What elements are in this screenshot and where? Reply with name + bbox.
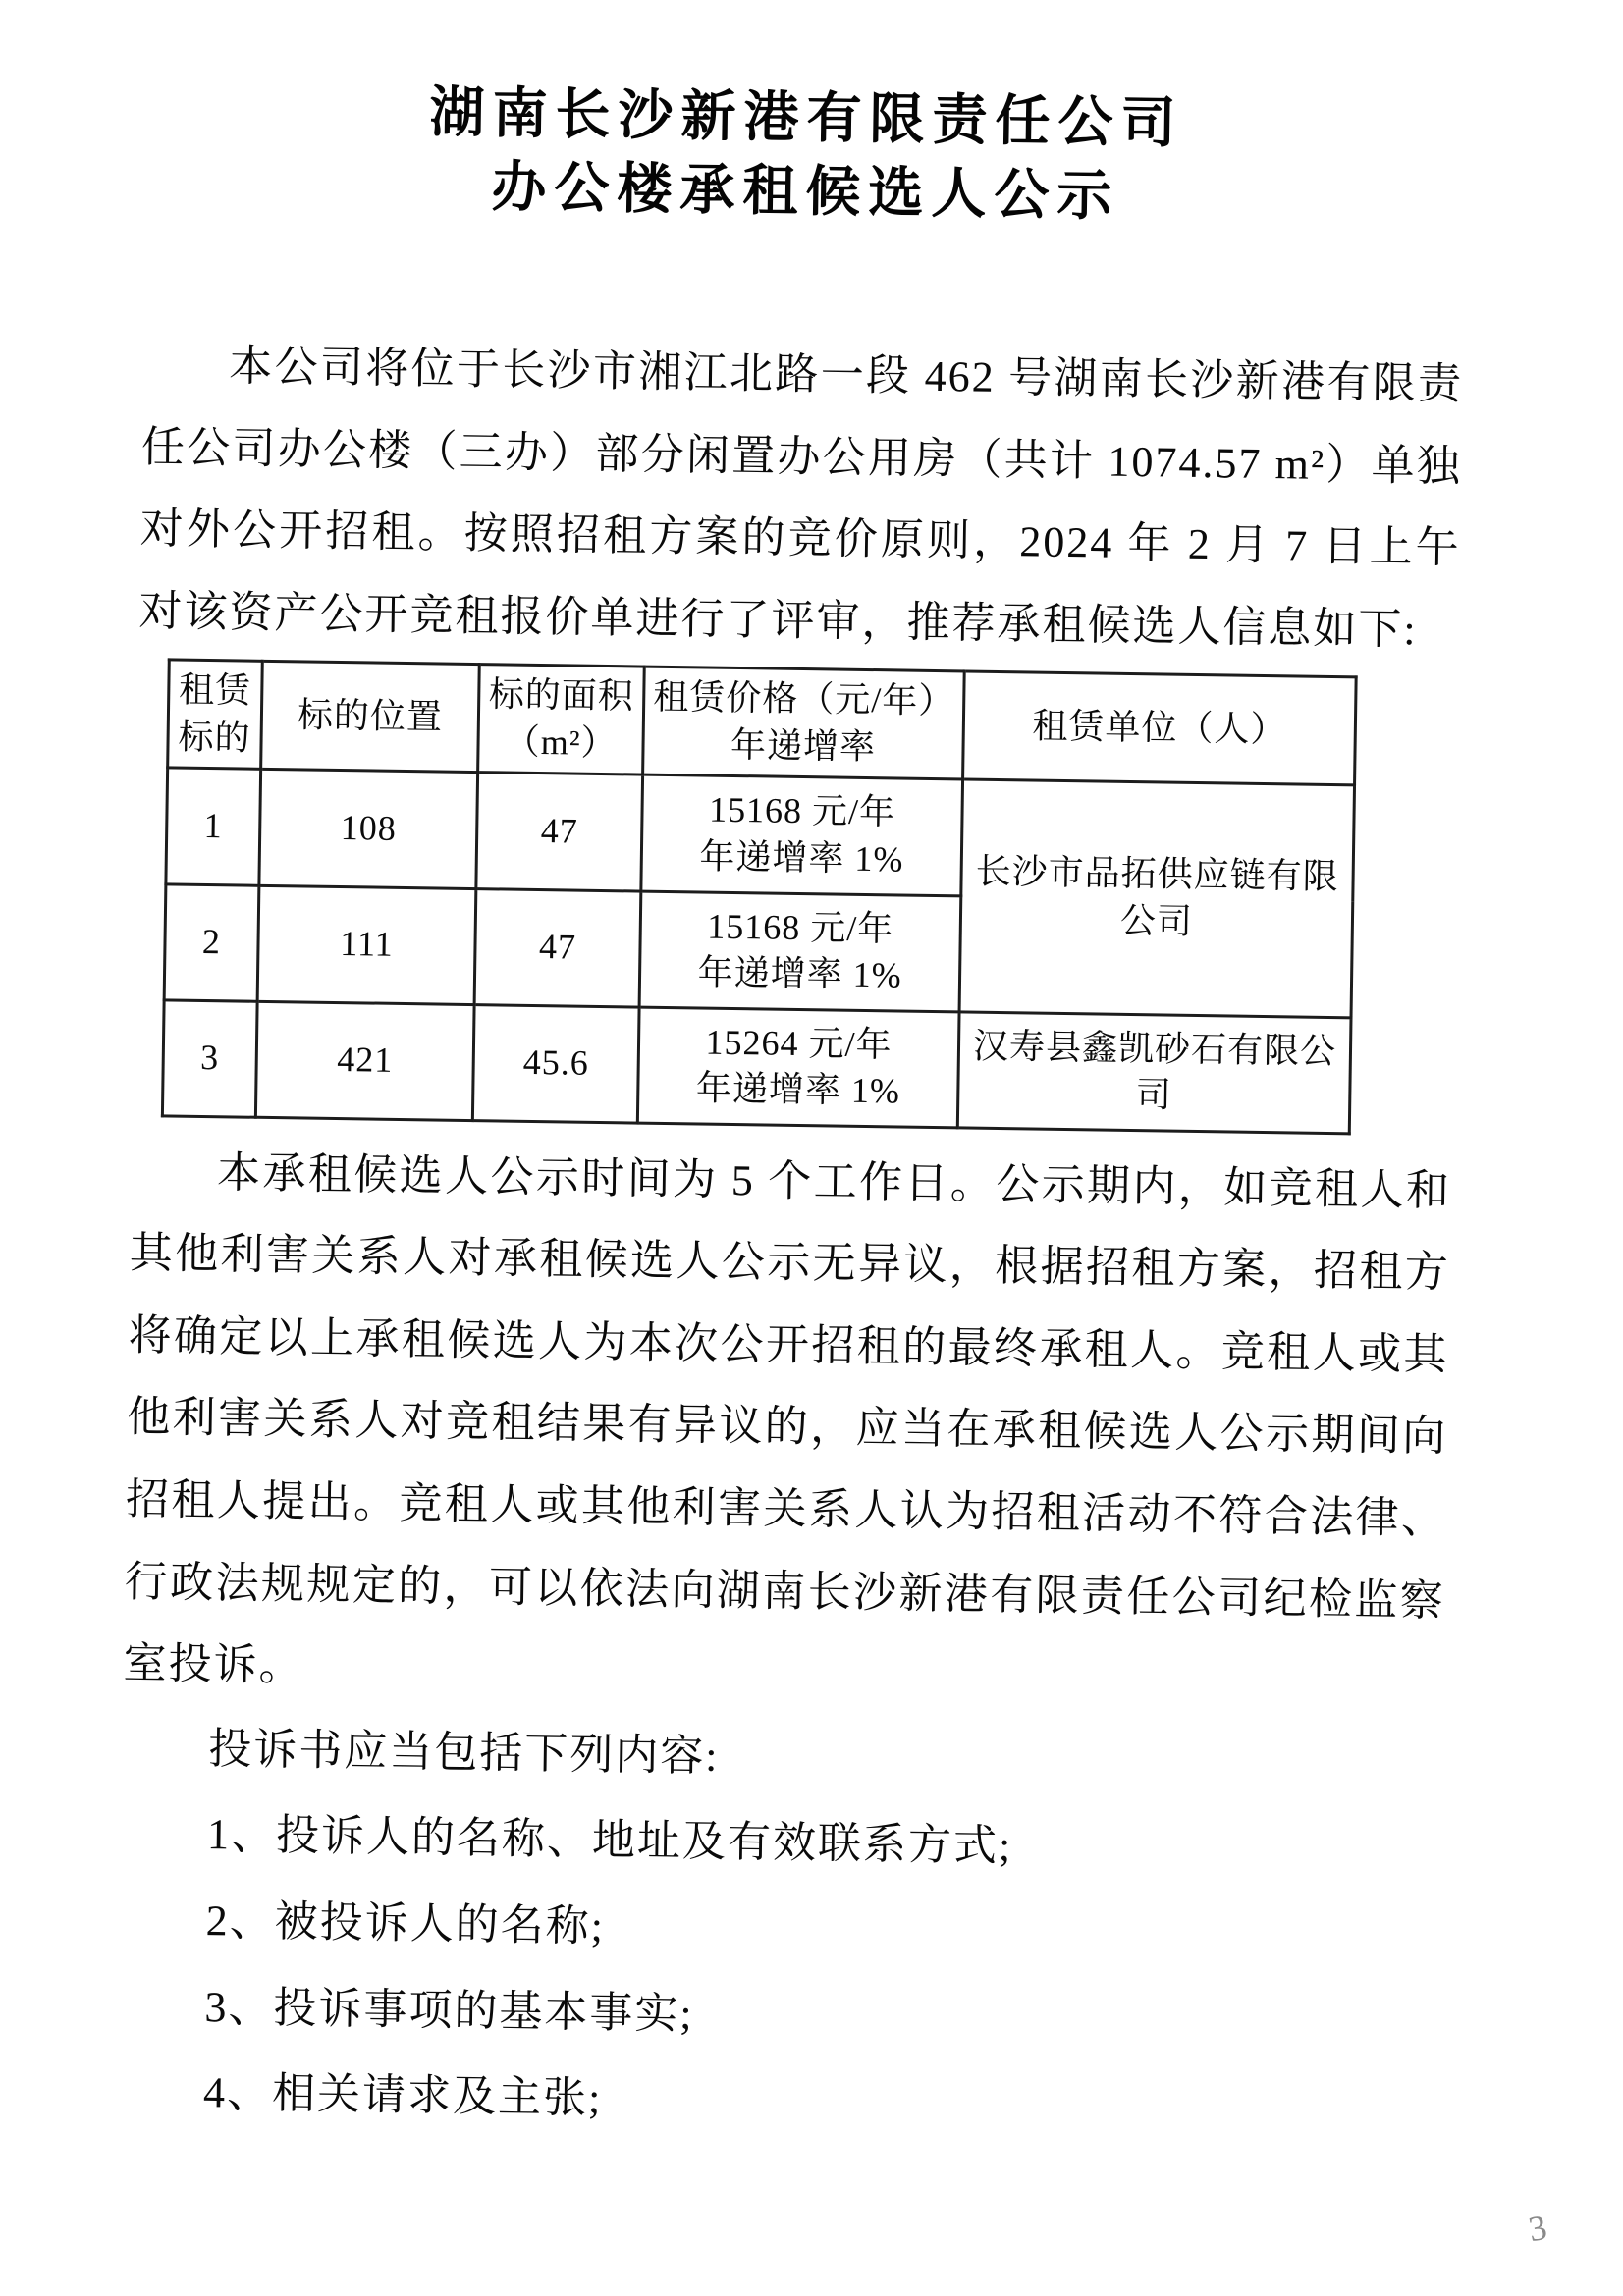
cell-tenant: 汉寿县鑫凯砂石有限公司 [957,1011,1351,1133]
cell-subject-id: 1 [166,768,261,884]
cell-tenant: 长沙市品拓供应链有限公司 [959,779,1354,1017]
title-line-1: 湖南长沙新港有限责任公司 [429,80,1184,154]
title-line-2: 办公楼承租候选人公示 [491,155,1120,227]
header-lease-unit: 租赁单位（人） [963,671,1356,785]
cell-location: 421 [255,1001,474,1120]
notice-paragraph: 本承租候选人公示时间为 5 个工作日。公示期内，如竞租人和其他利害关系人对承租候选人公示无异议，根据招租方案，招租方将确定以上承租候选人为本次公开招租的最终承租人。竞租人或其他利害关系人对竞租结果有异议的，应当在承租候选人公示期间向招租人提出。竞租人或其他利害关系人认为招租活动不符合法律、行政法规规定的，可以依法向湖南长沙新港有限责任公司纪检监察室投诉。 [123,1148,1452,1690]
cell-subject-id: 2 [164,883,259,1000]
cell-location: 108 [259,770,478,888]
document-title [144,71,1467,238]
document-content [117,45,1468,2152]
intro-paragraph: 本公司将位于长沙市湘江北路一段 462 号湖南长沙新港有限责任公司办公楼（三办）部分闲置办公用房（共计 1074.57 m²）单独对外公开招租。按照招租方案的竞价原则，2024 年 2 月 7 日上午对该资产公开竞租报价单进行了评审，推荐承租候选人信息如下: [138,342,1464,655]
table-row [166,768,1355,901]
complaint-item-1: 1、投诉人的名称、地址及有效联系方式; [206,1810,1013,1871]
table-row [162,999,1351,1133]
cell-location: 111 [257,885,476,1004]
complaint-item-2: 2、被投诉人的名称; [205,1896,606,1951]
complaint-item-3: 3、投诉事项的基本事实; [204,1982,694,2038]
table-header-row [168,660,1356,785]
cell-price: 15168 元/年 年递增率 1% [639,891,961,1012]
header-subject-area: 标的面积 （m²） [478,665,644,775]
candidates-table [161,659,1358,1135]
header-lease-price: 租赁价格（元/年） 年递增率 [643,667,965,780]
cell-price: 15168 元/年 年递增率 1% [641,775,963,896]
header-subject-location: 标的位置 [260,662,479,773]
header-lease-subject: 租赁 标的 [168,660,262,769]
page-number: 3 [1525,2207,1550,2250]
cell-area: 47 [474,888,641,1007]
cell-area: 47 [476,773,643,891]
cell-subject-id: 3 [162,999,257,1116]
cell-area: 45.6 [473,1004,640,1123]
complaint-intro: 投诉书应当包括下列内容: [207,1724,720,1781]
complaint-item-4: 4、相关请求及主张; [202,2068,603,2123]
cell-price: 15264 元/年 年递增率 1% [637,1007,959,1128]
